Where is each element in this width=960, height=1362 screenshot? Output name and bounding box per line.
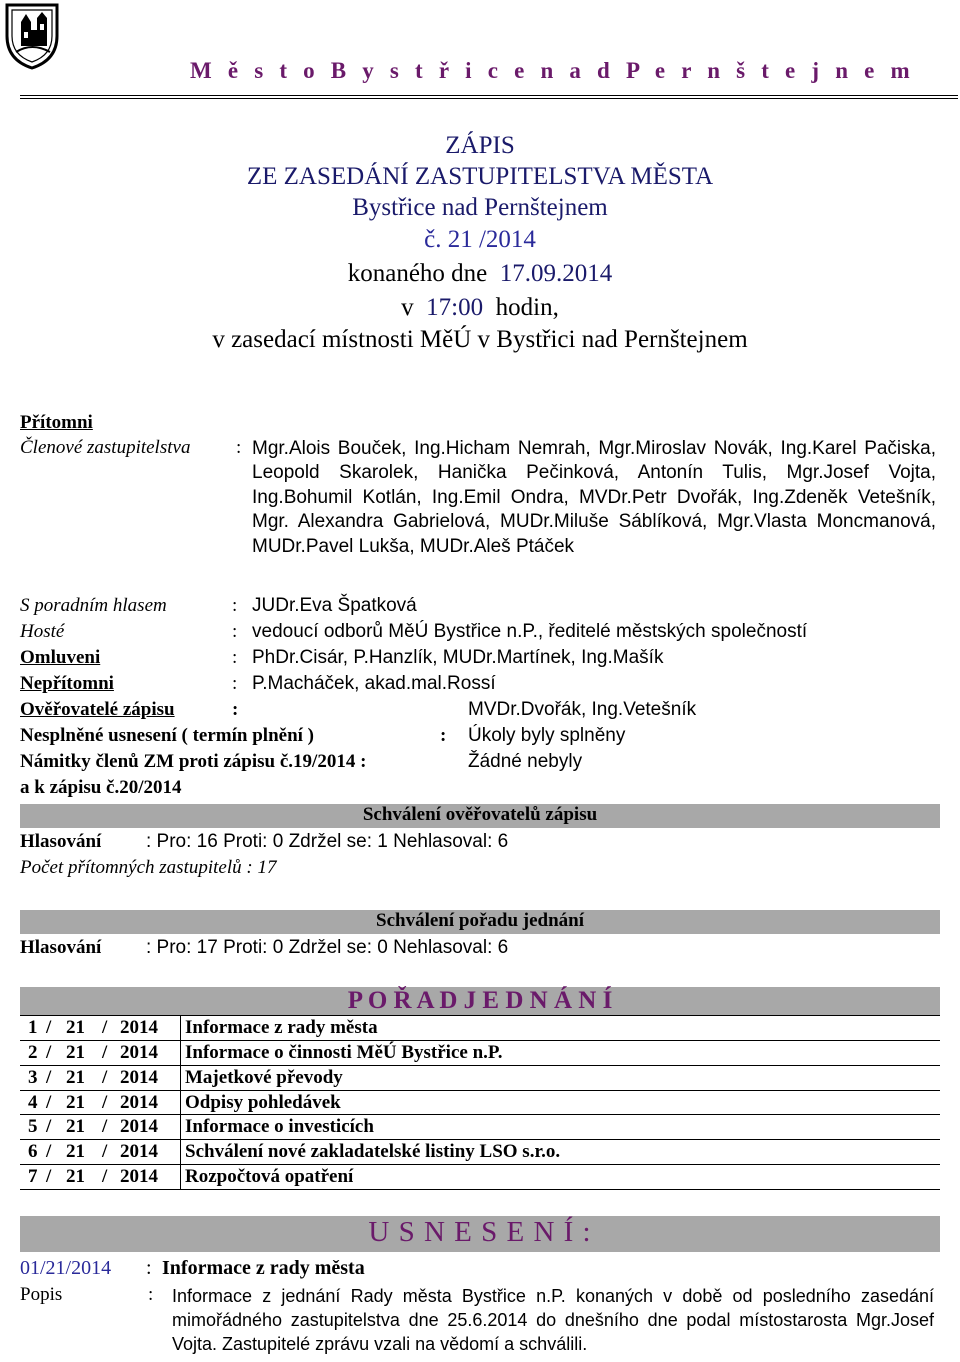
objections-label-2: a k zápisu č.20/2014	[20, 777, 182, 798]
agenda-title: Informace z rady města	[185, 1017, 378, 1038]
objections-value: Žádné nebyly	[468, 751, 583, 772]
agenda-grid-line	[20, 1090, 940, 1091]
agenda-year: 2014	[120, 1042, 158, 1063]
town-name-header: M ě s t o B y s t ř i c e n a d P e r n š t e j n e m	[190, 58, 915, 83]
agenda-year: 2014	[120, 1116, 158, 1137]
agenda-row: 1 / 21 / 2014 Informace z rady města	[28, 1017, 378, 1038]
vote1-heading: Schválení ověřovatelů zápisu	[362, 804, 598, 825]
unfulfilled-value: Úkoly byly splněny	[468, 725, 626, 746]
agenda-title: Schválení nové zakladatelské listiny LSO s.r.o.	[185, 1141, 561, 1162]
meeting-time: 17:00	[426, 294, 484, 321]
unfulfilled-label: Nesplněné usnesení ( termín plnění )	[20, 725, 314, 746]
agenda-num: 4	[28, 1092, 38, 1113]
present-heading: Přítomni	[20, 412, 93, 433]
guests-label: Hosté	[20, 621, 65, 642]
time-prefix: v	[401, 294, 414, 321]
members-list: Mgr.Alois Bouček, Ing.Hicham Nemrah, Mgr.Miroslav Novák, Ing.Karel Pačiska, Leopold Skarolek, Hanička Pečinková, Antonín Tulis, Mgr.Josef Vojta, Ing.Bohumil Kotlán, Ing.Emil Ondra, MVDr.Petr Dvořák, Ing.Zdeněk Vetešník, Mgr. Alexandra Gabrielová, MUDr.Miluše Sáblíková, Mgr.Vlasta Moncmanová, MUDr.Pavel Lukša, MUDr.Aleš Ptáček	[252, 438, 936, 557]
agenda-session: 21	[66, 1092, 85, 1113]
objections-label: Námitky členů ZM proti zápisu č.19/2014 :	[20, 751, 367, 772]
agenda-year: 2014	[120, 1017, 158, 1038]
excused-label: Omluveni	[20, 647, 101, 668]
agenda-title: Informace o investicích	[185, 1116, 374, 1137]
header-rule	[20, 95, 958, 99]
popis-label: Popis	[20, 1284, 63, 1305]
time-suffix: hodin,	[495, 294, 559, 321]
city-crest-icon	[4, 2, 60, 70]
meeting-date: 17.09.2014	[499, 260, 613, 287]
members-label: Členové zastupitelstva	[20, 437, 191, 458]
doc-number: č. 21 /2014	[424, 226, 536, 253]
agenda-year: 2014	[120, 1166, 158, 1187]
members-colon: :	[236, 437, 242, 458]
guests-value: vedoucí odborů MěÚ Bystřice n.P., ředitelé městských společností	[252, 621, 808, 642]
unfulfilled-colon: :	[440, 725, 447, 746]
agenda-session: 21	[66, 1017, 85, 1038]
agenda-grid-line	[20, 1189, 940, 1190]
resolution-number: 01/21/2014	[20, 1257, 112, 1279]
agenda-grid-line	[180, 1015, 181, 1189]
absent-label: Nepřítomni	[20, 673, 114, 694]
agenda-row: 6 / 21 / 2014 Schválení nové zakladatelské listiny LSO s.r.o.	[28, 1141, 561, 1162]
agenda-session: 21	[66, 1166, 85, 1187]
vote2-heading: Schválení pořadu jednání	[376, 910, 584, 931]
excused-colon: :	[232, 647, 238, 668]
advisory-colon: :	[232, 595, 238, 616]
verifiers-label: Ověřovatelé zápisu	[20, 699, 175, 720]
agenda-year: 2014	[120, 1067, 158, 1088]
agenda-row: 5 / 21 / 2014 Informace o investicích	[28, 1116, 374, 1137]
guests-colon: :	[232, 621, 238, 642]
agenda-grid-line	[20, 1139, 940, 1140]
resolution-colon: :	[146, 1257, 152, 1279]
agenda-num: 7	[28, 1166, 38, 1187]
advisory-value: JUDr.Eva Špatková	[252, 595, 417, 616]
agenda-session: 21	[66, 1141, 85, 1162]
agenda-session: 21	[66, 1116, 85, 1137]
doc-time-line	[0, 294, 960, 322]
excused-value: PhDr.Cisár, P.Hanzlík, MUDr.Martínek, Ing.Mašík	[252, 647, 664, 668]
agenda-num: 2	[28, 1042, 38, 1063]
agenda-row: 4 / 21 / 2014 Odpisy pohledávek	[28, 1092, 341, 1113]
verifiers-colon: :	[232, 699, 239, 720]
agenda-title: Majetkové převody	[185, 1067, 343, 1088]
vote1-result: : Pro: 16 Proti: 0 Zdržel se: 1 Nehlasoval: 6	[146, 831, 509, 852]
resolution-title: Informace z rady města	[162, 1257, 365, 1279]
agenda-num: 3	[28, 1067, 38, 1088]
agenda-row: 3 / 21 / 2014 Majetkové převody	[28, 1067, 343, 1088]
vote2-result: : Pro: 17 Proti: 0 Zdržel se: 0 Nehlasoval: 6	[146, 937, 509, 958]
popis-text: Informace z jednání Rady města Bystřice n.P. konaných v době od posledního zasedání mimořádného zastupitelstva dne 25.6.2014 do dnešního dne podal místostarosta Mgr.Josef Vojta. Zastupitelé zprávu vzali na vědomí a schválili.	[172, 1286, 934, 1354]
agenda-title: Informace o činnosti MěÚ Bystřice n.P.	[185, 1042, 503, 1063]
present-count: Počet přítomných zastupitelů : 17	[20, 857, 277, 878]
date-prefix: konaného dne	[347, 260, 488, 287]
verifiers-value: MVDr.Dvořák, Ing.Vetešník	[468, 699, 697, 720]
agenda-session: 21	[66, 1067, 85, 1088]
agenda-title: Odpisy pohledávek	[185, 1092, 341, 1113]
agenda-year: 2014	[120, 1141, 158, 1162]
agenda-title: Rozpočtová opatření	[185, 1166, 354, 1187]
doc-town: Bystřice nad Pernštejnem	[352, 194, 608, 221]
absent-colon: :	[232, 673, 238, 694]
agenda-session: 21	[66, 1042, 85, 1063]
absent-value: P.Macháček, akad.mal.Rossí	[252, 673, 496, 694]
agenda-row: 7 / 21 / 2014 Rozpočtová opatření	[28, 1166, 354, 1187]
agenda-num: 1	[28, 1017, 38, 1038]
meeting-place: v zasedací místnosti MěÚ v Bystřici nad Pernštejnem	[212, 326, 748, 353]
agenda-grid-line	[20, 1040, 940, 1041]
agenda-grid-line	[20, 1114, 940, 1115]
advisory-label: S poradním hlasem	[20, 595, 167, 616]
agenda-num: 6	[28, 1141, 38, 1162]
agenda-heading: P O Ř A D J E D N Á N Í	[347, 987, 613, 1014]
vote1-label: Hlasování	[20, 831, 102, 852]
vote2-label: Hlasování	[20, 937, 102, 958]
agenda-grid-line	[20, 1164, 940, 1165]
doc-title: ZÁPIS	[445, 132, 515, 159]
doc-date-line	[0, 260, 960, 288]
agenda-year: 2014	[120, 1092, 158, 1113]
popis-colon: :	[148, 1284, 154, 1305]
agenda-grid-line	[20, 1015, 940, 1016]
agenda-num: 5	[28, 1116, 38, 1137]
doc-subtitle: ZE ZASEDÁNÍ ZASTUPITELSTVA MĚSTA	[246, 163, 714, 190]
agenda-row: 2 / 21 / 2014 Informace o činnosti MěÚ Bystřice n.P.	[28, 1042, 503, 1063]
agenda-grid-line	[20, 1065, 940, 1066]
resolutions-heading: U S N E S E N Í :	[368, 1216, 592, 1248]
